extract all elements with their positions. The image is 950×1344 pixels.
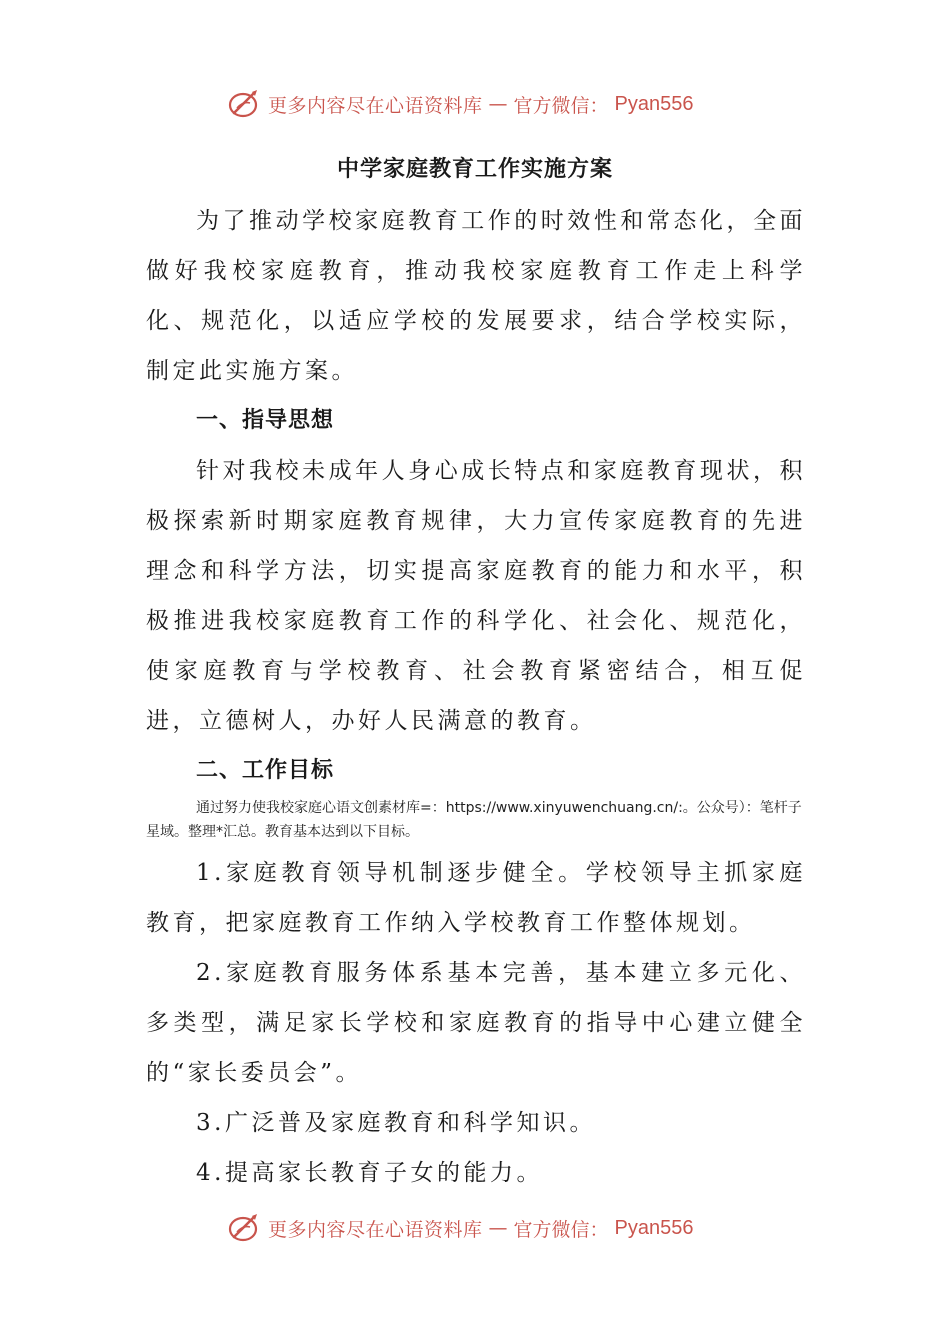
watermark-separator: —	[488, 1217, 508, 1239]
goal-item: 4.提高家长教育子女的能力。	[196, 1160, 543, 1186]
goal-item: 2.家庭教育服务体系基本完善，基本建立多元化、多类型，满足家长学校和家庭教育的指导中心建立健全的“家长委员会”。	[146, 960, 806, 1086]
header-watermark-banner	[228, 84, 694, 124]
goal-item: 3.广泛普及家庭教育和科学知识。	[196, 1110, 596, 1136]
goal-item: 1.家庭教育领导机制逐步健全。学校领导主抓家庭教育，把家庭教育工作纳入学校教育工作整体规划。	[146, 860, 806, 936]
section-heading-work-goals: 二、工作目标	[196, 758, 335, 783]
watermark-text: 更多内容尽在心语资料库	[268, 94, 483, 117]
pen-swirl-logo-icon	[228, 87, 262, 121]
watermark-contact-label: 官方微信：	[513, 1218, 609, 1241]
watermark-text: 更多内容尽在心语资料库	[268, 1218, 483, 1241]
footer-watermark-banner	[228, 1208, 694, 1248]
document-body	[146, 196, 806, 1198]
guiding-ideology-paragraph: 针对我校未成年人身心成长特点和家庭教育现状，积极探索新时期家庭教育规律，大力宣传家庭教育的先进理念和科学方法，切实提高家庭教育的能力和水平，积极推进我校家庭教育工作的科学化、社会化、规范化，使家庭教育与学校教育、社会教育紧密结合，相互促进，立德树人，办好人民满意的教育。	[146, 458, 806, 734]
intro-paragraph: 为了推动学校家庭教育工作的时效性和常态化，全面做好我校家庭教育，推动我校家庭教育工作走上科学化、规范化，以适应学校的发展要求，结合学校实际，制定此实施方案。	[146, 208, 806, 384]
watermark-contact-label: 官方微信：	[513, 94, 609, 117]
pen-swirl-logo-icon	[228, 1211, 262, 1245]
document-title: 中学家庭教育工作实施方案	[336, 157, 613, 182]
watermark-contact-id: Pyan556	[614, 1216, 694, 1239]
work-goals-note: 通过努力使我校家庭心语文创素材库=：https://www.xinyuwenchuang.cn/:。公众号）：笔杆子星域。整理*汇总。教育基本达到以下目标。	[146, 800, 802, 840]
watermark-contact-id: Pyan556	[614, 92, 694, 115]
section-heading-guiding-ideology: 一、指导思想	[196, 408, 335, 433]
watermark-separator: —	[488, 93, 508, 115]
